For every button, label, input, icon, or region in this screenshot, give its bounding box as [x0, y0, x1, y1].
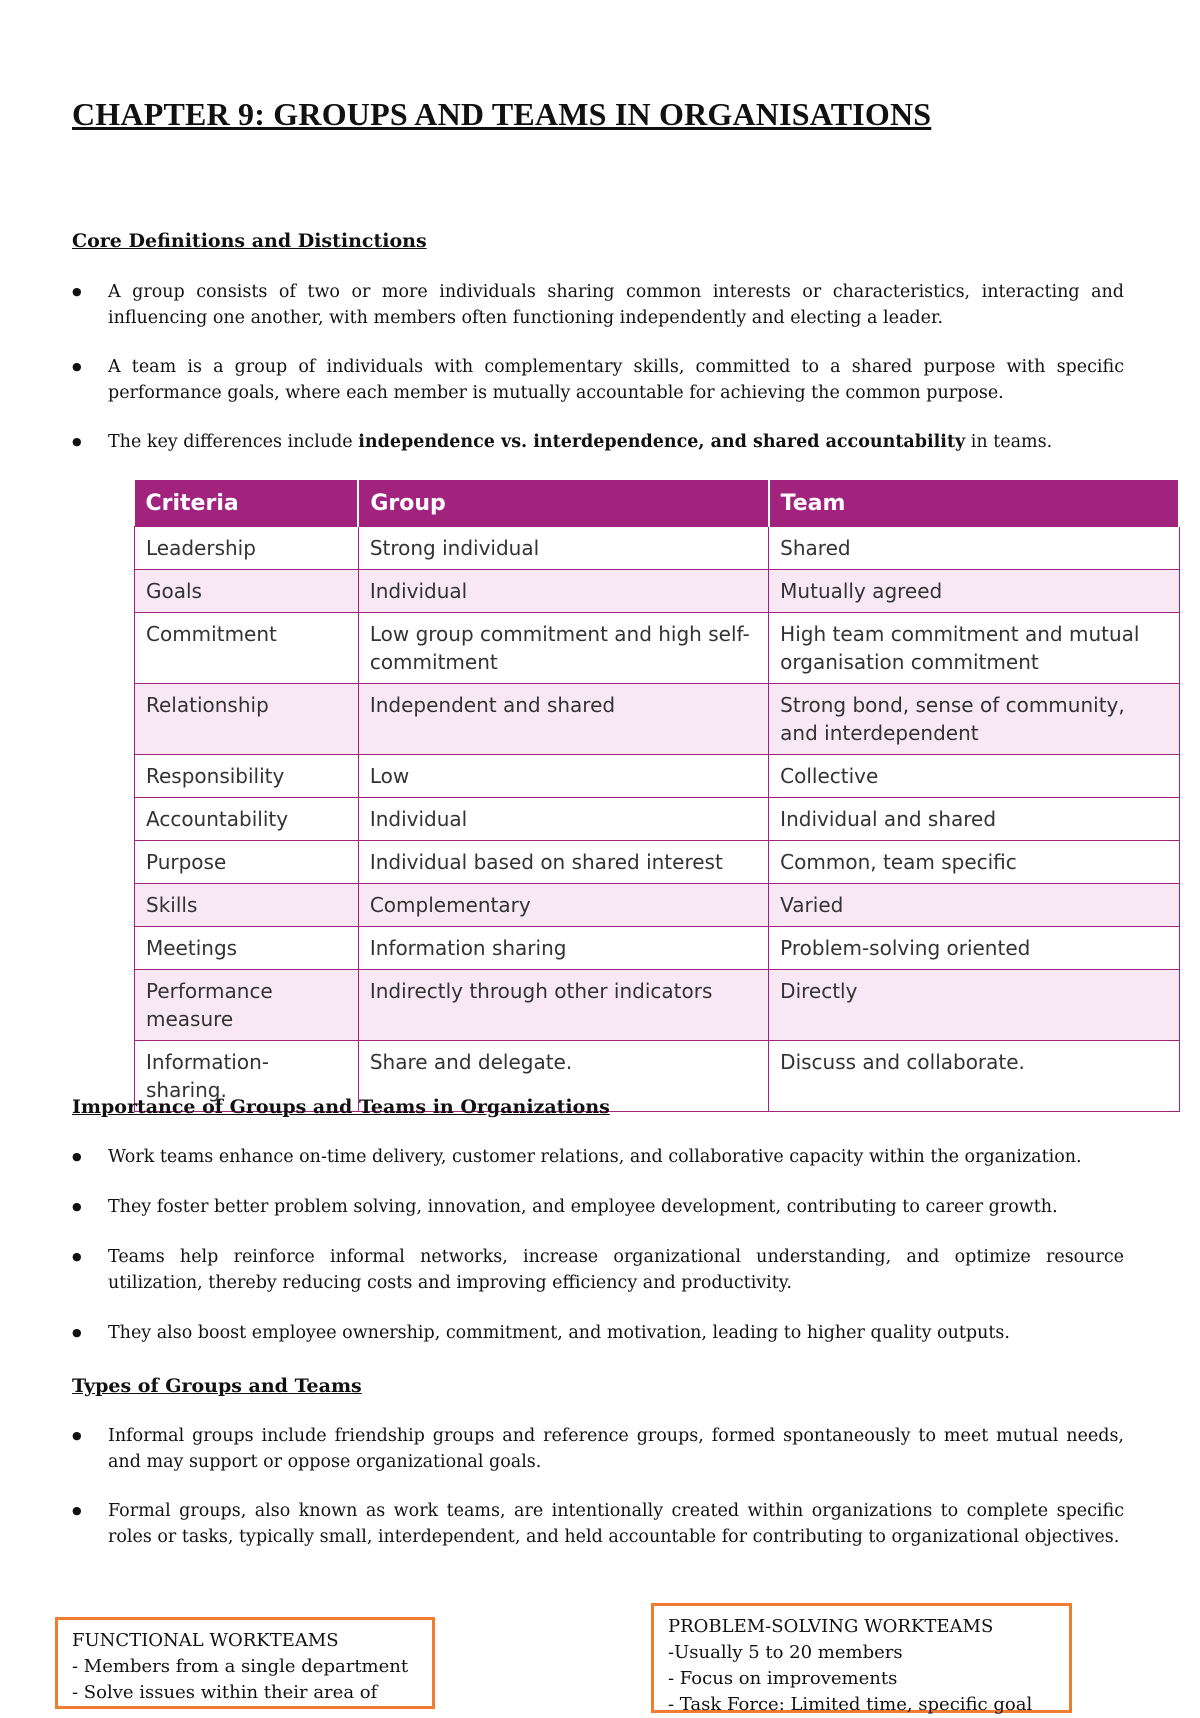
problem-solving-workteams-box — [651, 1603, 1072, 1713]
table-row — [135, 755, 1180, 798]
table-cell: Collective — [769, 755, 1179, 798]
table-cell: High team commitment and mutual organisation commitment — [769, 613, 1179, 684]
table-header-cell: Team — [769, 480, 1179, 527]
table-header-cell: Criteria — [135, 480, 359, 527]
table-row — [135, 570, 1180, 613]
table-cell: Responsibility — [135, 755, 359, 798]
section-heading-importance: Importance of Groups and Teams in Organizations — [72, 1096, 610, 1118]
box-line: -Usually 5 to 20 members — [668, 1642, 903, 1663]
table-cell: Shared — [769, 527, 1179, 570]
functional-workteams-box — [55, 1617, 435, 1709]
table-cell: Varied — [769, 884, 1179, 927]
table-cell: Low — [358, 755, 768, 798]
table-cell: Information-sharing. — [135, 1041, 359, 1112]
table-row — [135, 527, 1180, 570]
list-item: ● A team is a group of individuals with complementary skills, committed to a shared purpose with specific performance goals, where each member is mutually accountable for achieving the common purpose. — [72, 354, 1124, 406]
table-cell: Share and delegate. — [358, 1041, 768, 1112]
group-vs-team-table — [134, 480, 1180, 1112]
table-cell: Discuss and collaborate. — [769, 1041, 1179, 1112]
section-heading-core: Core Definitions and Distinctions — [72, 230, 427, 252]
table-row — [135, 970, 1180, 1041]
list-item: ● Informal groups include friendship groups and reference groups, formed spontaneously to meet mutual needs, and may support or oppose organizational goals. — [72, 1423, 1124, 1475]
table-cell: Purpose — [135, 841, 359, 884]
table-cell: Mutually agreed — [769, 570, 1179, 613]
table-cell: Directly — [769, 970, 1179, 1041]
table-cell: Problem-solving oriented — [769, 927, 1179, 970]
table-cell: Information sharing — [358, 927, 768, 970]
table-cell: Relationship — [135, 684, 359, 755]
list-item: ● Formal groups, also known as work teams, are intentionally created within organizations to complete specific roles or tasks, typically small, interdependent, and held accountable for contributing to organizational objectives. — [72, 1498, 1124, 1550]
list-item: ● They foster better problem solving, innovation, and employee development, contributing to career growth. — [72, 1194, 1124, 1220]
table-header-cell: Group — [358, 480, 768, 527]
table-cell: Strong bond, sense of community, and interdependent — [769, 684, 1179, 755]
table-cell: Performance measure — [135, 970, 359, 1041]
box-title: FUNCTIONAL WORKTEAMS — [72, 1630, 339, 1651]
table-cell: Accountability — [135, 798, 359, 841]
table-cell: Individual based on shared interest — [358, 841, 768, 884]
list-item: ● Work teams enhance on-time delivery, customer relations, and collaborative capacity within the organization. — [72, 1144, 1124, 1170]
table-cell: Goals — [135, 570, 359, 613]
table-cell: Strong individual — [358, 527, 768, 570]
page-title: CHAPTER 9: GROUPS AND TEAMS IN ORGANISATIONS — [72, 96, 932, 132]
table-cell: Leadership — [135, 527, 359, 570]
core-bullet-list — [72, 279, 1124, 455]
table-cell: Commitment — [135, 613, 359, 684]
table-cell: Meetings — [135, 927, 359, 970]
table-row — [135, 798, 1180, 841]
table-row — [135, 841, 1180, 884]
list-item: ● Teams help reinforce informal networks, increase organizational understanding, and optimize resource utilization, thereby reducing costs and improving efficiency and productivity. — [72, 1244, 1124, 1296]
table-row — [135, 613, 1180, 684]
section-heading-types: Types of Groups and Teams — [72, 1375, 362, 1397]
list-item: ● They also boost employee ownership, commitment, and motivation, leading to higher quality outputs. — [72, 1320, 1124, 1346]
box-line: - Focus on improvements — [668, 1668, 898, 1689]
table-cell: Indirectly through other indicators — [358, 970, 768, 1041]
table-cell: Individual and shared — [769, 798, 1179, 841]
table-cell: Individual — [358, 798, 768, 841]
emphasis: independence vs. interdependence, and shared accountability — [358, 432, 966, 452]
table-cell: Common, team specific — [769, 841, 1179, 884]
table-cell: Low group commitment and high self-commitment — [358, 613, 768, 684]
box-line: - Task Force: Limited time, specific goal — [668, 1694, 1033, 1715]
table-cell: Complementary — [358, 884, 768, 927]
importance-bullet-list — [72, 1144, 1124, 1346]
box-line: - Solve issues within their area of — [72, 1682, 378, 1703]
table-header-row — [135, 480, 1180, 527]
table-row — [135, 684, 1180, 755]
table-cell: Independent and shared — [358, 684, 768, 755]
list-item: ● The key differences include independence vs. interdependence, and shared accountability in teams. — [72, 429, 1124, 455]
list-item: ● A group consists of two or more individuals sharing common interests or characteristics, interacting and influencing one another, with members often functioning independently and electing a leader. — [72, 279, 1124, 331]
table-cell: Skills — [135, 884, 359, 927]
types-bullet-list — [72, 1423, 1124, 1550]
box-line: - Members from a single department — [72, 1656, 409, 1677]
box-title: PROBLEM-SOLVING WORKTEAMS — [668, 1616, 994, 1637]
table-cell: Individual — [358, 570, 768, 613]
table-row — [135, 884, 1180, 927]
table-row — [135, 927, 1180, 970]
